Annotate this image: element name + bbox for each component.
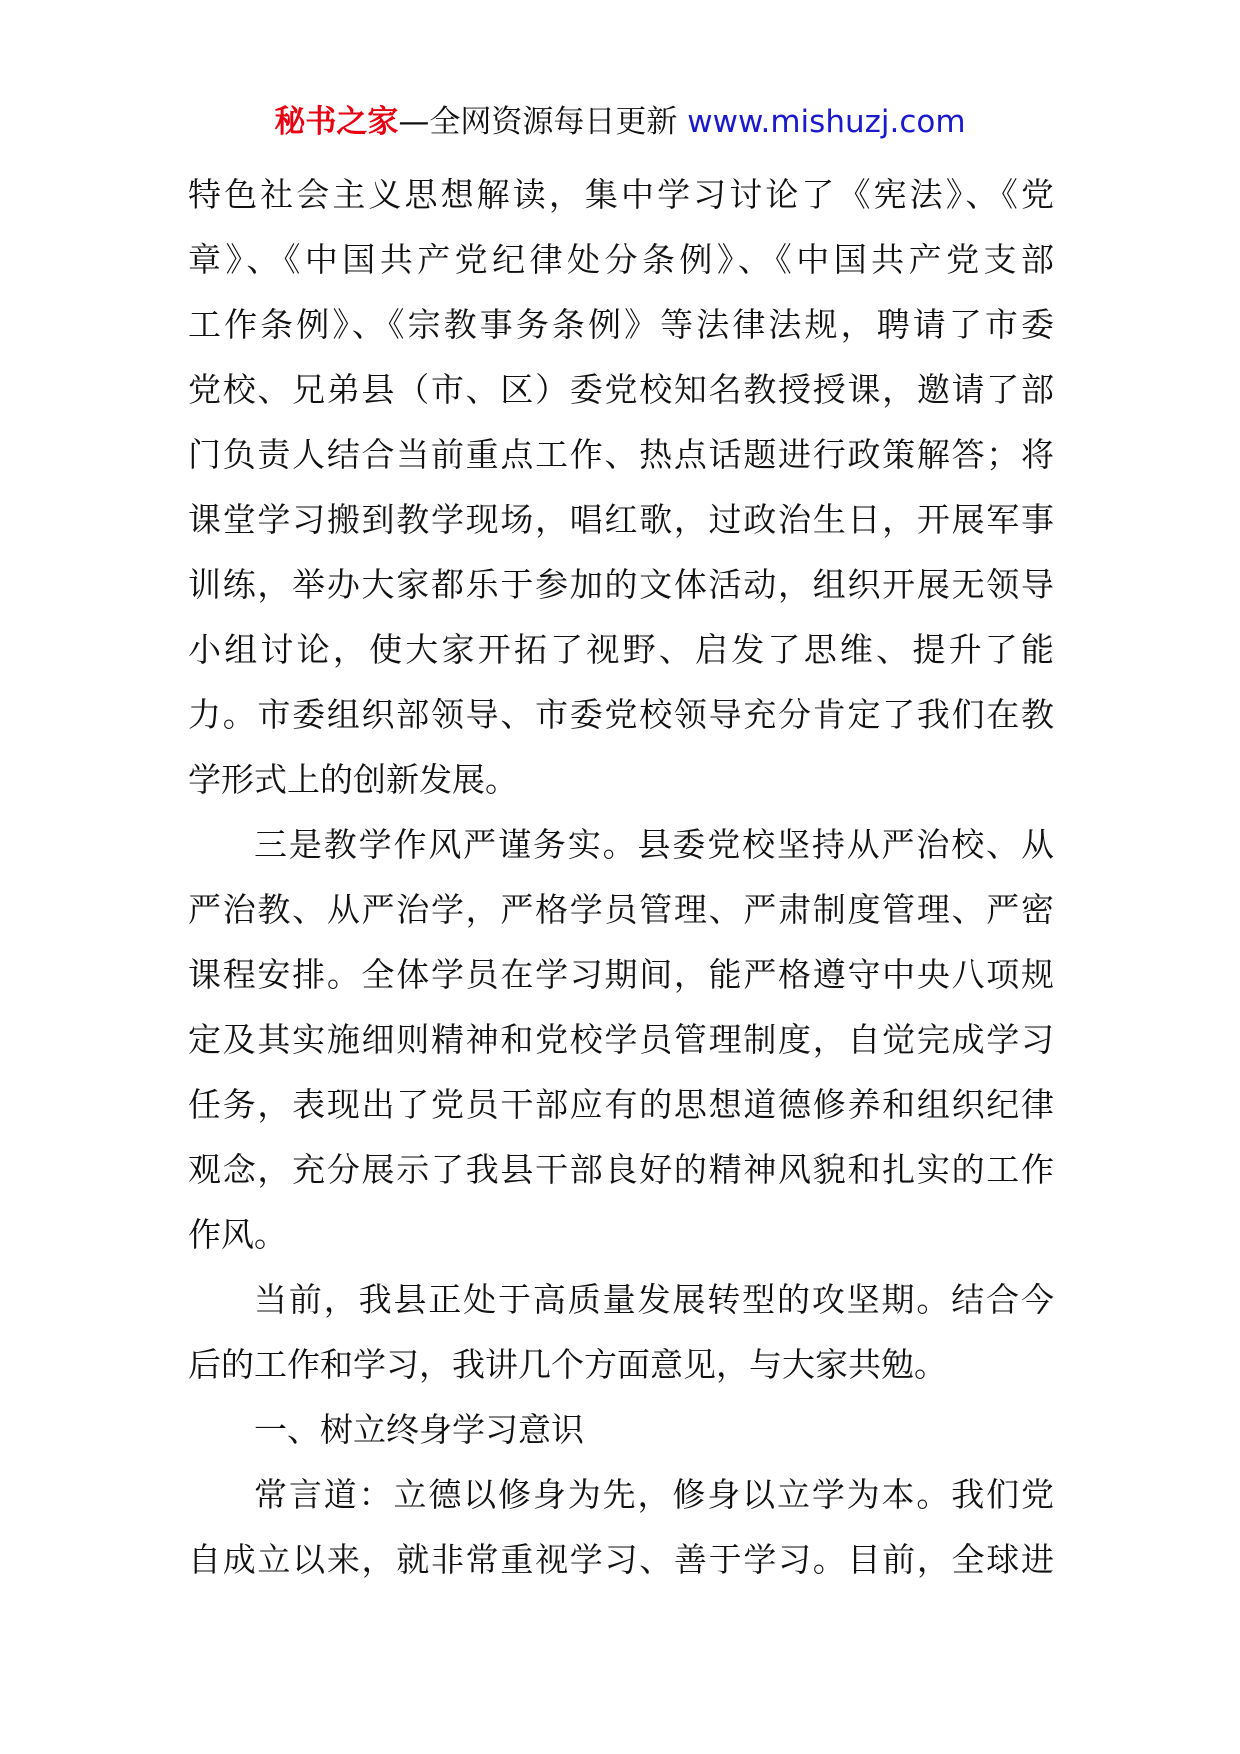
brand-name: 秘书之家 (274, 104, 399, 140)
body-line: 后的工作和学习，我讲几个方面意见，与大家共勉。 (188, 1345, 947, 1384)
body-line: 学形式上的创新发展。 (188, 760, 518, 799)
body-line: 课程安排。全体学员在学习期间，能严格遵守中央八项规 (188, 955, 1054, 994)
document-body (188, 162, 1054, 1592)
body-line: 章》、《中国共产党纪律处分条例》、《中国共产党支部 (188, 240, 1054, 279)
website-link[interactable]: www.mishuzj.com (687, 104, 966, 140)
body-line: 任务，表现出了党员干部应有的思想道德修养和组织纪律 (188, 1085, 1054, 1124)
body-line: 训练，举办大家都乐于参加的文体活动，组织开展无领导 (188, 565, 1054, 604)
page-header (0, 100, 1240, 144)
body-line: 特色社会主义思想解读，集中学习讨论了《宪法》、《党 (188, 175, 1054, 214)
paragraph-start-line: 三是教学作风严谨务实。县委党校坚持从严治校、从 (254, 825, 1054, 864)
paragraph-start-line: 当前，我县正处于高质量发展转型的攻坚期。结合今 (254, 1280, 1054, 1319)
body-line: 党校、兄弟县（市、区）委党校知名教授授课，邀请了部 (188, 370, 1054, 409)
body-line: 严治教、从严治学，严格学员管理、严肃制度管理、严密 (188, 890, 1054, 929)
body-line: 观念，充分展示了我县干部良好的精神风貌和扎实的工作 (188, 1150, 1054, 1189)
body-line: 课堂学习搬到教学现场，唱红歌，过政治生日，开展军事 (188, 500, 1054, 539)
section-heading: 一、树立终身学习意识 (254, 1410, 584, 1449)
body-line: 自成立以来，就非常重视学习、善于学习。目前，全球进 (188, 1540, 1054, 1579)
body-line: 定及其实施细则精神和党校学员管理制度，自觉完成学习 (188, 1020, 1054, 1059)
body-line: 门负责人结合当前重点工作、热点话题进行政策解答；将 (188, 435, 1054, 474)
body-line: 工作条例》、《宗教事务条例》等法律法规，聘请了市委 (188, 305, 1054, 344)
body-line: 小组讨论，使大家开拓了视野、启发了思维、提升了能 (188, 630, 1054, 669)
header-tagline: —全网资源每日更新 (398, 104, 688, 140)
body-line: 力。市委组织部领导、市委党校领导充分肯定了我们在教 (188, 695, 1054, 734)
body-line: 作风。 (188, 1215, 287, 1254)
paragraph-start-line: 常言道：立德以修身为先，修身以立学为本。我们党 (254, 1475, 1054, 1514)
